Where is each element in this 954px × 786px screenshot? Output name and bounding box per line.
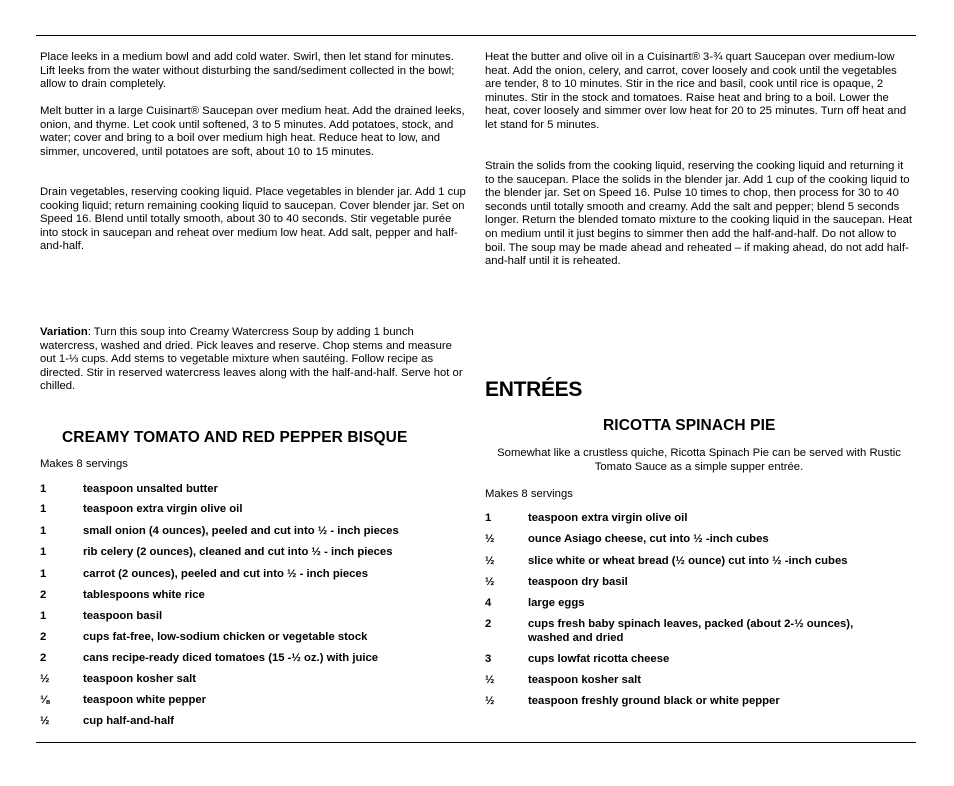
ingredient-text: cup half-and-half: [83, 715, 174, 727]
ingredient-text: teaspoon white pepper: [83, 694, 207, 706]
ingredient-item: [485, 673, 895, 687]
ingredient-item: [40, 524, 466, 538]
ingredient-quantity: 4: [485, 597, 492, 609]
ingredient-quantity: 2: [40, 631, 47, 643]
ingredient-item: [40, 567, 466, 581]
ingredient-text: cups fat-free, low-sodium chicken or vegetable stock: [83, 631, 368, 643]
ingredient-text: teaspoon extra virgin olive oil: [528, 512, 688, 524]
ingredient-text: small onion (4 ounces), peeled and cut into ½ - inch pieces: [83, 525, 399, 537]
ingredient-text: teaspoon unsalted butter: [83, 483, 218, 495]
ingredient-quantity: 1: [40, 483, 47, 495]
ingredient-text: cups fresh baby spinach leaves, packed (about 2-½ ounces), washed and dried: [528, 618, 854, 644]
ingredient-text: teaspoon kosher salt: [83, 673, 197, 685]
ingredient-text: cans recipe-ready diced tomatoes (15 -½ oz.) with juice: [83, 652, 379, 664]
top-rule: [36, 35, 916, 36]
ingredient-item: [40, 545, 466, 559]
bisque-method-paragraph-2: Strain the solids from the cooking liquid, reserving the cooking liquid and returning it to the saucepan. Place the solids in the blender jar. Add 1 cup of the cooking liquid to the blender jar. Set on Speed 16. Pulse 10 times to chop, then process for 30 to 40 seconds until totally smooth and creamy. Add the salt and pepper; blend 5 seconds longer. Return the blended tomato mixture to the cooking liquid in the saucepan. Heat on medium until it just begins to simmer then add the half-and-half. Do not allow to boil. The soup may be made ahead and reheated – if making ahead, do not add half-and-half until it is reheated.: [485, 160, 913, 268]
ingredient-text: slice white or wheat bread (½ ounce) cut into ½ -inch cubes: [528, 555, 848, 567]
ingredient-quantity: 1: [40, 568, 47, 580]
ingredient-item: [40, 672, 466, 686]
ingredient-item: [40, 630, 466, 644]
ingredient-quantity: ½: [485, 695, 495, 707]
ingredient-item: [40, 588, 466, 602]
ingredient-item: [485, 532, 895, 546]
ingredient-quantity: 1: [40, 503, 47, 515]
ingredient-quantity: ½: [485, 576, 495, 588]
ingredient-quantity: 2: [485, 618, 492, 630]
bottom-rule: [36, 742, 916, 743]
ingredient-quantity: 1: [40, 610, 47, 622]
ingredient-item: [485, 596, 895, 610]
pie-intro: Somewhat like a crustless quiche, Ricotta Spinach Pie can be served with Rustic Tomato Sauce as a simple supper entrée.: [497, 447, 901, 473]
ingredient-item: [40, 482, 466, 496]
ingredient-quantity: 1: [485, 512, 492, 524]
ingredient-item: [40, 502, 466, 516]
ingredient-quantity: ½: [40, 715, 50, 727]
ingredient-quantity: ½: [40, 673, 50, 685]
ingredient-quantity: 1: [40, 525, 47, 537]
ingredient-text: teaspoon kosher salt: [528, 674, 642, 686]
ingredient-text: carrot (2 ounces), peeled and cut into ½ - inch pieces: [83, 568, 368, 580]
ingredient-item: [40, 693, 466, 707]
bisque-makes: Makes 8 servings: [40, 458, 128, 470]
ingredient-text: rib celery (2 ounces), cleaned and cut into ½ - inch pieces: [83, 546, 393, 558]
bisque-method-paragraph-1: Heat the butter and olive oil in a Cuisinart® 3-¾ quart Saucepan over medium-low heat. Add the onion, celery, and carrot, cover loosely and cook until the vegetables are tender, 8 to 10 minutes. Stir in the rice and basil, cook until rice is opaque, 2 minutes. Stir in the stock and tomatoes. Raise heat and bring to a boil. Lower the heat, cover loosely and simmer over low heat for 20 to 25 minutes. Turn off heat and let stand for 5 minutes.: [485, 51, 907, 131]
leek-paragraph-2: Melt butter in a large Cuisinart® Saucepan over medium heat. Add the drained leeks, onion, and thyme. Let cook until softened, 3 to 5 minutes. Add potatoes, stock, and water; cover and bring to a boil over medium high heat. Reduce heat to low, and simmer, uncovered, until potatoes are soft, about 10 to 15 minutes.: [40, 105, 465, 158]
variation-label: Variation: [40, 326, 88, 338]
ingredient-item: [40, 651, 466, 665]
ingredient-item: [40, 609, 466, 623]
ingredient-text: teaspoon dry basil: [528, 576, 628, 588]
ingredient-item: [485, 511, 895, 525]
ingredient-item: [485, 554, 895, 568]
ingredient-quantity: 1: [40, 546, 47, 558]
bisque-title: CREAMY TOMATO AND RED PEPPER BISQUE: [62, 429, 408, 446]
pie-ingredient-list: [485, 511, 895, 715]
ingredient-item: [485, 652, 895, 666]
ingredient-text: ounce Asiago cheese, cut into ½ -inch cubes: [528, 533, 769, 545]
section-title: ENTRÉES: [485, 378, 583, 401]
pie-title: RICOTTA SPINACH PIE: [603, 417, 776, 434]
variation-text: : Turn this soup into Creamy Watercress Soup by adding 1 bunch watercress, washed and dried. Pick leaves and reserve. Chop stems and measure out 1-⅓ cups. Add stems to vegetable mixture when sautéing. Follow recipe as directed. Stir in reserved watercress leaves along with the half-and-half. Serve hot or chilled.: [40, 326, 463, 393]
ingredient-quantity: 3: [485, 653, 492, 665]
ingredient-text: tablespoons white rice: [83, 589, 205, 601]
ingredient-quantity: 2: [40, 589, 47, 601]
ingredient-quantity: ½: [485, 674, 495, 686]
ingredient-quantity: ⅛: [40, 694, 50, 706]
ingredient-quantity: 2: [40, 652, 47, 664]
leek-paragraph-1: Place leeks in a medium bowl and add cold water. Swirl, then let stand for minutes. Lift leeks from the water without disturbing the sand/sediment collected in the bowl; allow to drain completely.: [40, 51, 455, 91]
ingredient-quantity: ½: [485, 555, 495, 567]
ingredient-item: [485, 617, 895, 645]
ingredient-item: [40, 714, 466, 728]
ingredient-item: [485, 575, 895, 589]
leek-paragraph-3: Drain vegetables, reserving cooking liquid. Place vegetables in blender jar. Add 1 cup cooking liquid; return remaining cooking liquid to saucepan. Cover blender jar. Set on Speed 16. Blend until totally smooth, about 30 to 40 seconds. Stir vegetable purée into stock in saucepan and reheat over medium low heat. Add salt, pepper and half-and-half.: [40, 186, 466, 253]
pie-makes: Makes 8 servings: [485, 488, 573, 500]
ingredient-text: cups lowfat ricotta cheese: [528, 653, 670, 665]
variation-paragraph: [40, 326, 466, 394]
ingredient-text: teaspoon extra virgin olive oil: [83, 503, 243, 515]
bisque-ingredient-list: [40, 482, 466, 735]
ingredient-text: teaspoon basil: [83, 610, 163, 622]
ingredient-quantity: ½: [485, 533, 495, 545]
ingredient-text: teaspoon freshly ground black or white pepper: [528, 695, 780, 707]
ingredient-text: large eggs: [528, 597, 585, 609]
ingredient-item: [485, 694, 895, 708]
